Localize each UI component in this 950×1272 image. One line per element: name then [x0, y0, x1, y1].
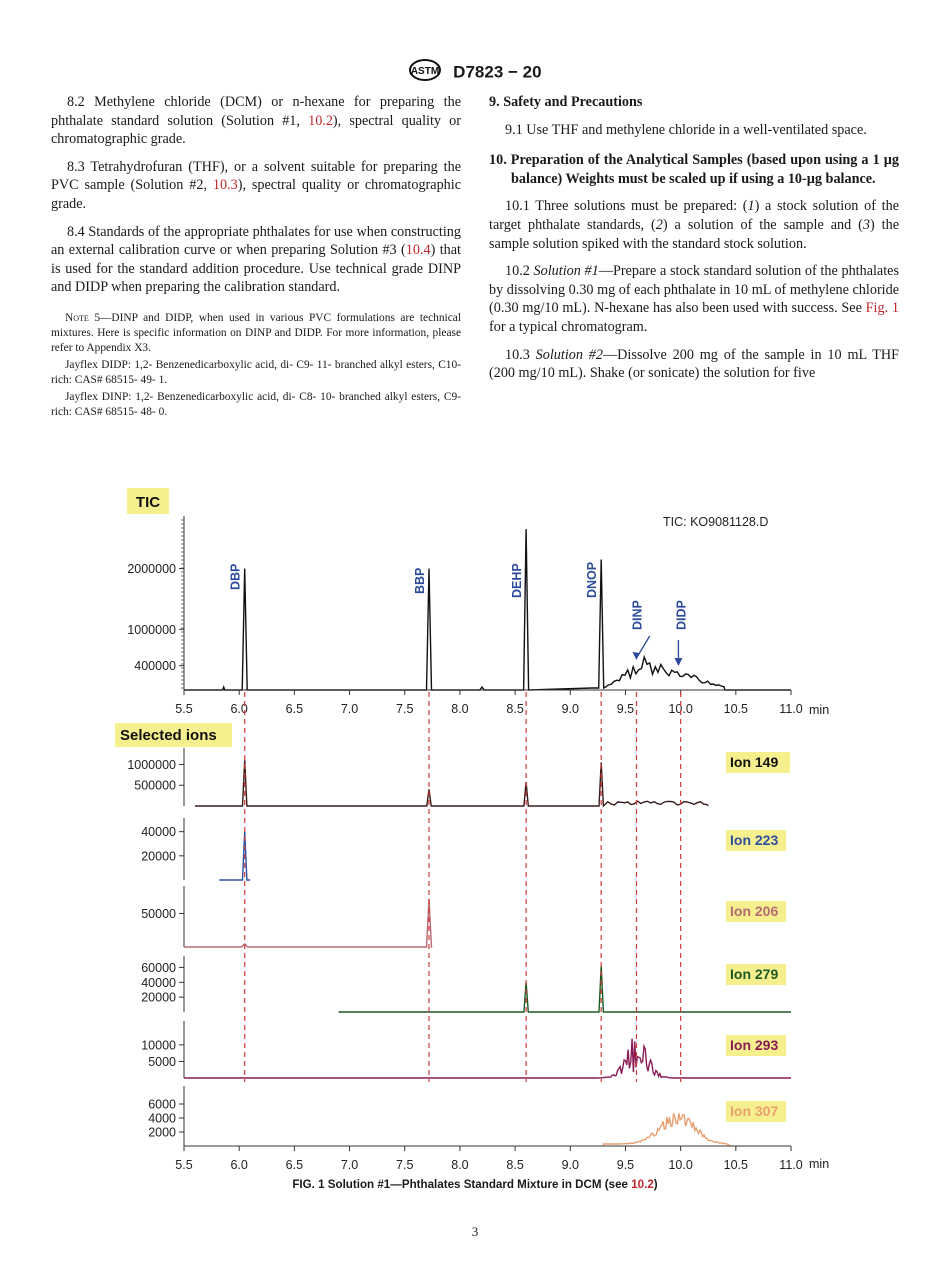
x-tick-label: 9.5 — [616, 1158, 635, 1172]
chromatogram-figure — [0, 470, 950, 1190]
x-tick-label: 8.5 — [506, 1158, 524, 1172]
y-tick-label: 400000 — [134, 659, 176, 674]
y-tick-label: 10000 — [141, 1038, 176, 1053]
left-column — [51, 93, 461, 422]
y-tick-label: 1000000 — [127, 757, 176, 772]
x-unit-label-top: min — [809, 703, 830, 717]
x-tick-label: 9.5 — [616, 702, 635, 716]
y-tick-label: 2000 — [148, 1125, 176, 1140]
y-tick-label: 20000 — [141, 849, 176, 864]
page-number: 3 — [471, 1224, 479, 1239]
y-tick-label: 5000 — [148, 1054, 176, 1069]
para-8-2: 8.2 Methylene chloride (DCM) or n-hexane for preparing the phthalate standard solution (Solution #1, 10.2), spectral quality or chromatographic grade. — [51, 94, 461, 148]
y-tick-label: 2000000 — [127, 562, 176, 577]
x-tick-label: 9.0 — [561, 702, 579, 716]
x-tick-label: 7.5 — [396, 702, 414, 716]
dinp-spec: Jayflex DINP: 1,2- Benzenedicarboxylic acid, di- C8- 10- branched alkyl esters, C9- rich: CAS# 68515- 48- 0. — [51, 390, 461, 418]
selected-ions-label: Selected ions — [120, 727, 217, 744]
trace-ion-223 — [219, 832, 250, 880]
x-tick-label: 6.5 — [285, 1158, 304, 1172]
para-8-3: 8.3 Tetrahydrofuran (THF), or a solvent suitable for preparing the PVC sample (Solution #2, 10.3), spectral quality or chromatographic grade. — [51, 158, 461, 212]
ion-label: Ion 293 — [730, 1037, 779, 1053]
trace-ion-307 — [603, 1113, 730, 1146]
x-tick-label: 10.5 — [723, 702, 748, 716]
ion-label: Ion 206 — [730, 903, 779, 919]
x-tick-label: 10.0 — [668, 1158, 693, 1172]
ion-label: Ion 307 — [730, 1103, 779, 1119]
para-10-3: 10.3 Solution #2—Dissolve 200 mg of the sample in 10 mL THF (200 mg/10 mL). Shake (or sonicate) the solution for five — [489, 346, 899, 382]
peak-label-dbp: DBP — [228, 563, 243, 590]
x-tick-label: 8.0 — [451, 1158, 469, 1172]
y-tick-label: 6000 — [148, 1097, 176, 1112]
x-tick-label: 5.5 — [175, 702, 193, 716]
x-tick-label: 11.0 — [779, 702, 803, 716]
trace-ion-149 — [195, 760, 708, 806]
y-tick-label: 20000 — [141, 990, 176, 1005]
x-tick-label: 7.0 — [340, 702, 359, 716]
ion-label: Ion 279 — [730, 966, 779, 982]
y-tick-label: 40000 — [141, 825, 176, 840]
trace-ion-279 — [339, 966, 792, 1012]
right-column — [489, 93, 899, 392]
svg-text:ASTM: ASTM — [411, 66, 440, 77]
x-tick-label: 8.5 — [506, 702, 524, 716]
astm-logo — [408, 58, 442, 87]
y-tick-label: 60000 — [141, 960, 176, 975]
para-9-1: 9.1 Use THF and methylene chloride in a well-ventilated space. — [505, 121, 867, 138]
y-tick-label: 4000 — [148, 1111, 176, 1126]
x-tick-label: 8.0 — [451, 702, 469, 716]
x-tick-label: 6.0 — [230, 1158, 248, 1172]
ref-link[interactable]: Fig. 1 — [865, 300, 899, 317]
y-tick-label: 50000 — [141, 906, 176, 921]
para-8-4: 8.4 Standards of the appropriate phthalates for use when constructing an external calibration curve or when preparing Solution #3 (10.4) that is used for the standard addition procedure. Use technical grade DINP and DIDP when preparing the calibration standard. — [51, 223, 461, 296]
peak-label-didp: DIDP — [674, 600, 689, 630]
x-tick-label: 9.0 — [561, 1158, 579, 1172]
y-tick-label: 40000 — [141, 975, 176, 990]
didp-spec: Jayflex DIDP: 1,2- Benzenedicarboxylic acid, di- C9- 11- branched alkyl esters, C10- rich: CAS# 68515- 49- 1. — [51, 358, 461, 386]
y-tick-label: 1000000 — [127, 622, 176, 637]
didp-arrow-head — [674, 658, 682, 666]
note-5: Note 5—DINP and DIDP, when used in various PVC formulations are technical mixtures. Here is specific information on DINP and DIDP. For more information, please refer to Appendix X3. — [51, 311, 461, 354]
file-label: TIC: KO9081128.D — [663, 515, 769, 529]
section-9-heading: 9. Safety and Precautions — [489, 94, 643, 110]
para-10-2: 10.2 Solution #1—Prepare a stock standard solution of the phthalates by dissolving 0.30 mg of each phthalate in 10 mL of methylene chloride (0.30 mg/10 mL). N-hexane has also been used with success. See Fig. 1 for a typical chromatogram. — [489, 263, 899, 335]
ref-link[interactable]: 10.3 — [212, 177, 238, 194]
peak-label-dehp: DEHP — [510, 563, 525, 598]
peak-label-dnop: DNOP — [585, 561, 600, 598]
peak-label-dinp: DINP — [630, 600, 645, 630]
figure-caption: FIG. 1 Solution #1—Phthalates Standard Mixture in DCM (see 10.2) — [292, 1178, 658, 1191]
x-tick-label: 7.5 — [396, 1158, 414, 1172]
trace-tic — [184, 529, 791, 690]
ref-link[interactable]: 10.4 — [405, 242, 431, 259]
x-tick-label: 7.0 — [340, 1158, 359, 1172]
ion-label: Ion 223 — [730, 832, 779, 848]
x-tick-label: 10.5 — [723, 1158, 748, 1172]
trace-ion-206 — [184, 899, 432, 947]
ion-label: Ion 149 — [730, 754, 779, 770]
trace-ion-293 — [184, 1039, 791, 1078]
x-unit-label-bottom: min — [809, 1157, 830, 1171]
x-tick-label: 6.5 — [285, 702, 304, 716]
para-10-1: 10.1 Three solutions must be prepared: (1) a stock solution of the target phthalate standards, (2) a solution of the sample and (3) the sample solution spiked with the standard stock solution. — [489, 198, 900, 252]
standard-number: D7823 − 20 — [453, 62, 542, 82]
ref-link[interactable]: 10.2 — [308, 112, 333, 129]
section-10-heading: 10. Preparation of the Analytical Samples (based upon using a 1 µg balance) Weights must be scaled up if using a 10-µg balance. — [489, 152, 899, 187]
tic-label: TIC — [135, 494, 161, 511]
ref-link[interactable]: 10.2 — [631, 1178, 654, 1191]
y-tick-label: 500000 — [134, 778, 176, 793]
x-tick-label: 10.0 — [668, 702, 693, 716]
x-tick-label: 5.5 — [175, 1158, 193, 1172]
x-tick-label: 6.0 — [230, 702, 248, 716]
peak-label-bbp: BBP — [413, 567, 428, 594]
x-tick-label: 11.0 — [779, 1158, 803, 1172]
page-header — [0, 58, 950, 87]
